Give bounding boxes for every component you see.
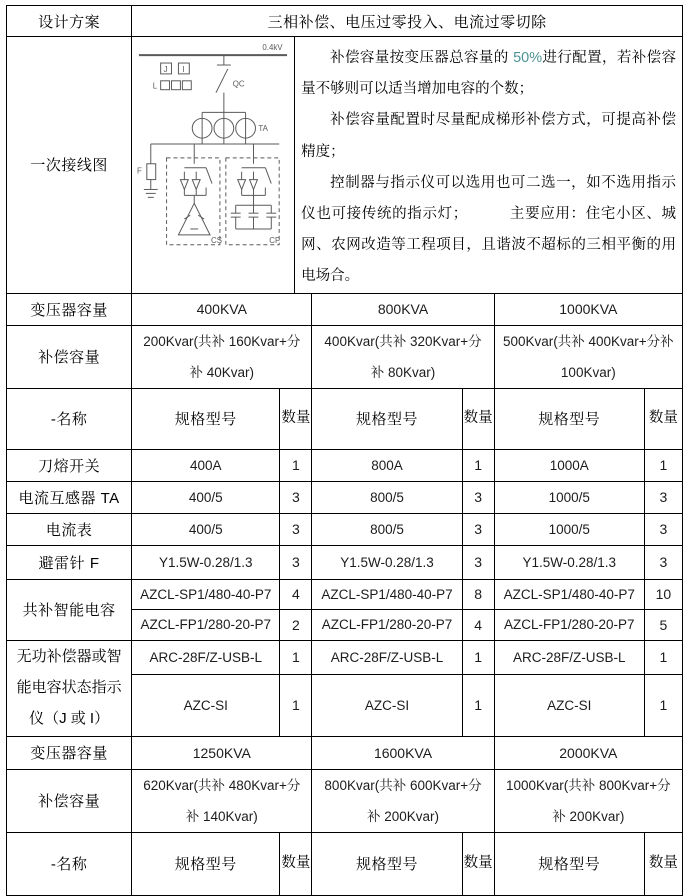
qty-header: 数量 bbox=[280, 388, 312, 449]
transformer-value: 2000KVA bbox=[494, 736, 682, 769]
transformer-value: 800KVA bbox=[312, 293, 494, 325]
design-label: 设计方案 bbox=[7, 6, 132, 37]
item-name: 避雷针 F bbox=[7, 545, 132, 579]
item-qty: 3 bbox=[462, 481, 494, 513]
capacitor-group-name: 共补智能电容 bbox=[7, 579, 132, 640]
item-qty: 3 bbox=[280, 481, 312, 513]
item-qty: 1 bbox=[644, 449, 682, 481]
note-paragraph: 控制器与指示仪可以选用也可二选一，如不选用指示仪也可接传统的指示灯； 主要应用：住宅小区、城网、农网改造等工程项目，且谐波不超标的三相平衡的用电场合。 bbox=[301, 174, 677, 285]
compensation-value: 200Kvar(共补 160Kvar+分补 40Kvar) bbox=[132, 325, 312, 388]
item-spec: 400A bbox=[132, 449, 280, 481]
qty-header: 数量 bbox=[644, 832, 682, 895]
compensation-value: 1000Kvar(共补 800Kvar+分补 200Kvar) bbox=[494, 769, 682, 832]
table-row bbox=[7, 545, 683, 579]
name-header: -名称 bbox=[7, 832, 132, 895]
name-header: -名称 bbox=[7, 388, 132, 449]
notes-text bbox=[295, 37, 682, 293]
transformer-value: 1600KVA bbox=[312, 736, 494, 769]
compensation-row-1 bbox=[7, 325, 683, 388]
transformer-label: 变压器容量 bbox=[7, 293, 132, 325]
item-qty: 3 bbox=[462, 545, 494, 579]
item-qty: 3 bbox=[280, 545, 312, 579]
table-row bbox=[7, 513, 683, 545]
controller-group-name: 无功补偿器或智能电容状态指示仪（J 或 I） bbox=[7, 640, 132, 736]
thyristor-icon bbox=[238, 180, 246, 190]
item-spec: AZCL-FP1/280-20-P7 bbox=[494, 609, 644, 640]
item-spec: 1000/5 bbox=[494, 513, 644, 545]
item-spec: AZCL-SP1/480-40-P7 bbox=[312, 579, 462, 609]
design-value: 三相补偿、电压过零投入、电流过零切除 bbox=[132, 6, 683, 37]
item-qty: 1 bbox=[462, 674, 494, 736]
item-qty: 1 bbox=[280, 449, 312, 481]
item-spec: AZC-SI bbox=[312, 674, 462, 736]
item-qty: 5 bbox=[644, 609, 682, 640]
item-spec: 1000/5 bbox=[494, 481, 644, 513]
item-qty: 3 bbox=[644, 545, 682, 579]
item-spec: AZC-SI bbox=[494, 674, 644, 736]
item-qty: 8 bbox=[462, 579, 494, 609]
design-row bbox=[7, 6, 683, 37]
transformer-label: 变压器容量 bbox=[7, 736, 132, 769]
table-row bbox=[7, 449, 683, 481]
item-spec: 1000A bbox=[494, 449, 644, 481]
thyristor-icon bbox=[250, 180, 258, 190]
diagram-row bbox=[7, 37, 683, 294]
indicator-cell-icon bbox=[172, 81, 181, 90]
transformer-value: 1000KVA bbox=[494, 293, 682, 325]
item-qty: 1 bbox=[644, 674, 682, 736]
compensation-value: 800Kvar(共补 600Kvar+分补 200Kvar) bbox=[312, 769, 494, 832]
spec-header: 规格型号 bbox=[312, 832, 462, 895]
bus-voltage-label: 0.4kV bbox=[262, 43, 283, 53]
item-spec: AZCL-SP1/480-40-P7 bbox=[132, 579, 280, 609]
item-qty: 3 bbox=[644, 513, 682, 545]
qty-header: 数量 bbox=[644, 388, 682, 449]
item-spec: 800A bbox=[312, 449, 462, 481]
item-qty: 1 bbox=[462, 640, 494, 674]
compensation-value: 620Kvar(共补 480Kvar+分补 140Kvar) bbox=[132, 769, 312, 832]
item-spec: AZCL-FP1/280-20-P7 bbox=[132, 609, 280, 640]
thyristor-icon bbox=[192, 180, 200, 190]
transformer-value: 400KVA bbox=[132, 293, 312, 325]
item-qty: 4 bbox=[280, 579, 312, 609]
compensation-value: 400Kvar(共补 320Kvar+分补 80Kvar) bbox=[312, 325, 494, 388]
highlight-percent: 50% bbox=[513, 50, 543, 66]
qty-header: 数量 bbox=[462, 388, 494, 449]
transformer-row-1 bbox=[7, 293, 683, 325]
thyristor-icon bbox=[181, 180, 189, 190]
spec-header: 规格型号 bbox=[132, 832, 280, 895]
note-paragraph: 补偿容量按变压器总容量的 50%进行配置，若补偿容量不够则可以适当增加电容的个数； bbox=[301, 50, 677, 98]
cs-label: CS bbox=[211, 235, 223, 245]
item-spec: Y1.5W-0.28/1.3 bbox=[494, 545, 644, 579]
spec-header: 规格型号 bbox=[132, 388, 280, 449]
transformer-value: 1250KVA bbox=[132, 736, 312, 769]
item-spec: Y1.5W-0.28/1.3 bbox=[132, 545, 280, 579]
item-qty: 3 bbox=[462, 513, 494, 545]
item-qty: 1 bbox=[644, 640, 682, 674]
item-spec: Y1.5W-0.28/1.3 bbox=[312, 545, 462, 579]
qty-header: 数量 bbox=[280, 832, 312, 895]
table-row bbox=[7, 579, 683, 609]
note-paragraph: 补偿容量配置时尽量配成梯形补偿方式，可提高补偿精度； bbox=[301, 112, 676, 160]
indicator-j-label: J bbox=[163, 64, 168, 74]
document-sheet bbox=[6, 5, 681, 896]
item-spec: ARC-28F/Z-USB-L bbox=[132, 640, 280, 674]
cs-group-box bbox=[167, 158, 223, 245]
item-name: 电流互感器 TA bbox=[7, 481, 132, 513]
indicator-i-label: I bbox=[182, 64, 185, 74]
ct-label: TA bbox=[258, 124, 269, 134]
qty-header: 数量 bbox=[462, 832, 494, 895]
item-name: 刀熔开关 bbox=[7, 449, 132, 481]
cf-group-box bbox=[226, 158, 279, 245]
item-qty: 10 bbox=[644, 579, 682, 609]
item-spec: ARC-28F/Z-USB-L bbox=[494, 640, 644, 674]
item-qty: 1 bbox=[280, 640, 312, 674]
item-spec: AZCL-FP1/280-20-P7 bbox=[312, 609, 462, 640]
spec-header: 规格型号 bbox=[312, 388, 462, 449]
arrester-label: F bbox=[137, 166, 142, 176]
item-spec: 800/5 bbox=[312, 513, 462, 545]
indicator-cell-icon bbox=[161, 81, 170, 90]
header-row-1 bbox=[7, 388, 683, 449]
cf-label: CF bbox=[269, 235, 280, 245]
item-spec: AZCL-SP1/480-40-P7 bbox=[494, 579, 644, 609]
indicator-l-label: L bbox=[152, 81, 158, 91]
item-spec: AZC-SI bbox=[132, 674, 280, 736]
knife-switch-icon bbox=[216, 69, 228, 93]
spec-header: 规格型号 bbox=[494, 388, 644, 449]
header-row-2 bbox=[7, 832, 683, 895]
delta-capacitor-icon bbox=[179, 203, 211, 235]
item-qty: 1 bbox=[462, 449, 494, 481]
item-spec: 800/5 bbox=[312, 481, 462, 513]
indicator-cell-icon bbox=[183, 81, 192, 90]
item-qty: 1 bbox=[280, 674, 312, 736]
compensation-value: 500Kvar(共补 400Kvar+分补 100Kvar) bbox=[494, 325, 682, 388]
item-qty: 3 bbox=[280, 513, 312, 545]
compensation-label: 补偿容量 bbox=[7, 769, 132, 832]
compensation-spec-table bbox=[6, 5, 683, 896]
group-switch-icon bbox=[206, 168, 212, 184]
item-spec: 400/5 bbox=[132, 513, 280, 545]
item-qty: 4 bbox=[462, 609, 494, 640]
circuit-diagram-svg bbox=[133, 39, 293, 253]
one-line-diagram bbox=[132, 37, 295, 293]
arrester-icon bbox=[147, 164, 156, 180]
item-spec: ARC-28F/Z-USB-L bbox=[312, 640, 462, 674]
transformer-row-2 bbox=[7, 736, 683, 769]
item-name: 电流表 bbox=[7, 513, 132, 545]
switch-label: QC bbox=[232, 79, 245, 89]
compensation-label: 补偿容量 bbox=[7, 325, 132, 388]
group-switch-icon bbox=[266, 168, 272, 184]
item-spec: 400/5 bbox=[132, 481, 280, 513]
diagram-label: 一次接线图 bbox=[7, 37, 132, 294]
table-row bbox=[7, 481, 683, 513]
table-row bbox=[7, 640, 683, 674]
compensation-row-2 bbox=[7, 769, 683, 832]
spec-header: 规格型号 bbox=[494, 832, 644, 895]
item-qty: 3 bbox=[644, 481, 682, 513]
item-qty: 2 bbox=[280, 609, 312, 640]
